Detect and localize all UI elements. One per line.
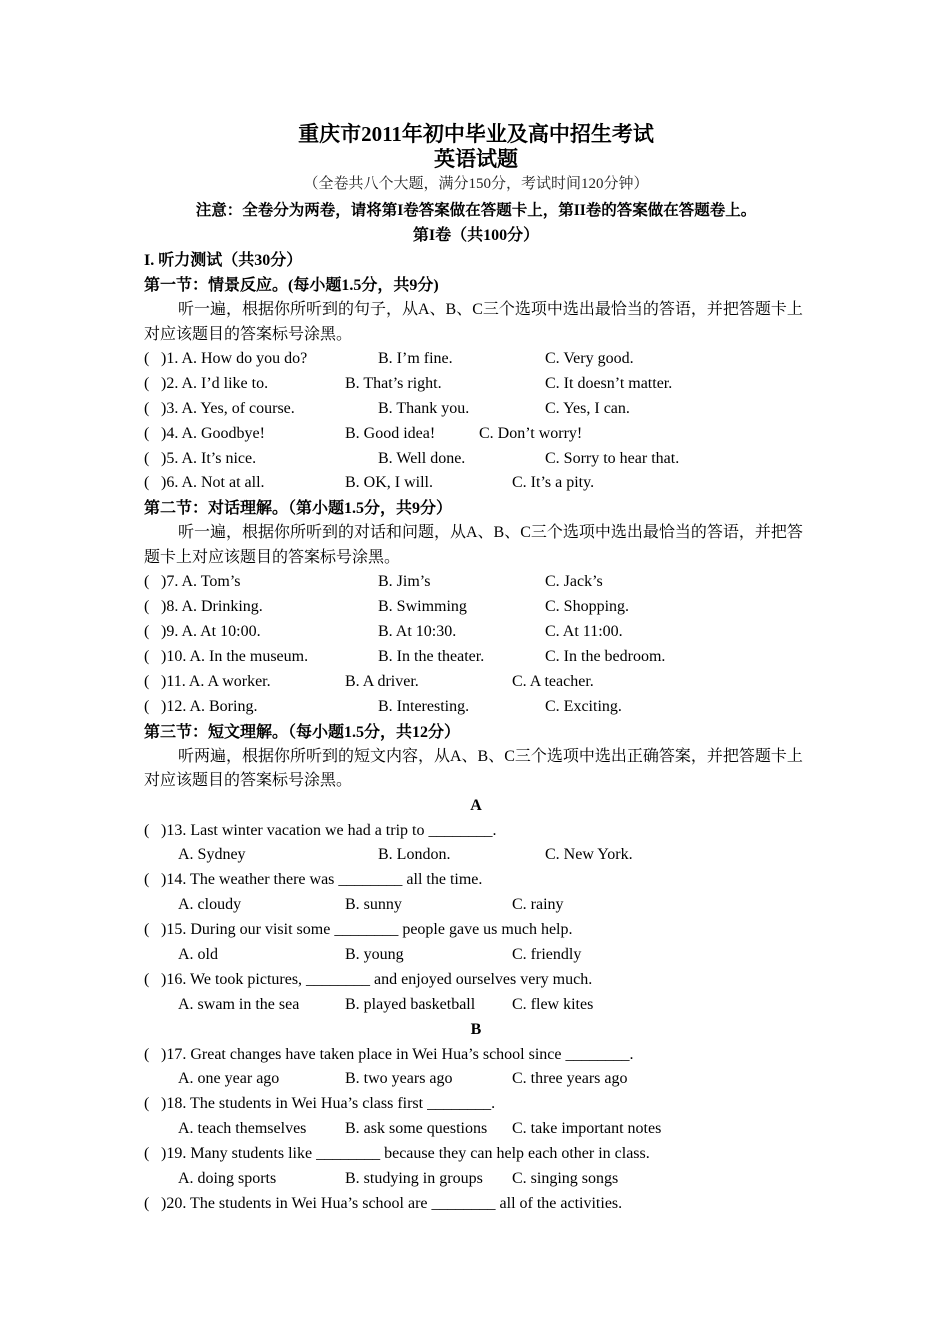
part2-instruction: 听一遍，根据你所听到的对话和问题，从A、B、C三个选项中选出最恰当的答语，并把答题卡上对应该题目的答案标号涂黑。: [144, 524, 803, 566]
option-b: B. played basketball: [345, 995, 476, 1013]
option-a: A. teach themselves: [178, 1120, 307, 1138]
option-c: C. Jack’s: [545, 573, 603, 591]
answer-bracket[interactable]: (: [144, 871, 150, 889]
question-text: )16. We took pictures, ________ and enjoyed ourselves very much.: [161, 970, 593, 988]
answer-bracket[interactable]: (: [144, 1194, 150, 1212]
option-c: C. three years ago: [512, 1070, 628, 1088]
question-row: [144, 447, 808, 472]
option-b: B. Jim’s: [378, 573, 431, 591]
option-c: C. Very good.: [545, 350, 634, 367]
option-b: B. London.: [378, 846, 451, 864]
answer-bracket[interactable]: (: [144, 623, 150, 641]
question-row: [144, 968, 808, 993]
answer-bracket[interactable]: (: [144, 399, 150, 417]
option-c: C. A teacher.: [512, 672, 594, 690]
question-row: [144, 1142, 808, 1167]
question-option-a: )2. A. I’d like to.: [161, 374, 269, 392]
answer-bracket[interactable]: (: [144, 350, 150, 367]
option-b: B. That’s right.: [345, 374, 442, 392]
question-option-a: )1. A. How do you do?: [161, 350, 308, 367]
part2-title: 第二节：对话理解。（第小题1.5分，共9分）: [144, 500, 453, 518]
exam-title: 重庆市2011年初中毕业及高中招生考试: [298, 122, 654, 146]
part3-title: 第三节：短文理解。（每小题1.5分，共12分）: [144, 723, 461, 741]
answer-bracket[interactable]: (: [144, 573, 150, 591]
answer-bracket[interactable]: (: [144, 1045, 150, 1063]
answer-bracket[interactable]: (: [144, 1095, 150, 1113]
option-a: A. Sydney: [178, 846, 246, 864]
answer-bracket[interactable]: (: [144, 697, 150, 715]
option-a: A. old: [178, 946, 218, 964]
option-c: C. Exciting.: [545, 697, 622, 715]
question-text: )18. The students in Wei Hua’s class first ________.: [161, 1095, 496, 1113]
option-b: B. young: [345, 946, 404, 964]
option-c: C. take important notes: [512, 1120, 662, 1138]
options-row: [144, 893, 808, 918]
question-row: [144, 570, 808, 595]
option-c: C. singing songs: [512, 1170, 619, 1188]
option-b: B. Thank you.: [378, 399, 470, 417]
answer-bracket[interactable]: (: [144, 921, 150, 939]
option-c: C. rainy: [512, 896, 564, 914]
exam-page: [144, 122, 808, 1217]
options-row: [144, 1067, 808, 1092]
question-option-a: )3. A. Yes, of course.: [161, 399, 295, 417]
option-b: B. ask some questions: [345, 1120, 488, 1138]
question-option-a: )11. A. A worker.: [161, 672, 271, 690]
option-c: C. In the bedroom.: [545, 648, 666, 666]
question-row: [144, 868, 808, 893]
answer-bracket[interactable]: (: [144, 672, 150, 690]
question-row: [144, 347, 808, 372]
question-option-a: )7. A. Tom’s: [161, 573, 241, 591]
answer-bracket[interactable]: (: [144, 474, 150, 492]
question-row: [144, 471, 808, 496]
question-option-a: )5. A. It’s nice.: [161, 449, 257, 467]
option-b: B. At 10:30.: [378, 623, 457, 641]
question-row: [144, 397, 808, 422]
option-a: A. swam in the sea: [178, 995, 300, 1013]
question-option-a: )12. A. Boring.: [161, 697, 258, 715]
question-text: )19. Many students like ________ because they can help each other in class.: [161, 1145, 650, 1163]
volume-heading: 第I卷（共100分）: [412, 227, 540, 244]
question-text: )15. During our visit some ________ people gave us much help.: [161, 921, 573, 939]
option-c: C. Don’t worry!: [479, 424, 583, 442]
question-row: [144, 1043, 808, 1068]
exam-note: 注意：全卷分为两卷，请将第I卷答案做在答题卡上，第II卷的答案做在答题卷上。: [195, 202, 757, 219]
option-b: B. Well done.: [378, 449, 466, 467]
question-text: )20. The students in Wei Hua’s school are ________ all of the activities.: [161, 1194, 623, 1212]
option-c: C. It doesn’t matter.: [545, 374, 673, 392]
option-b: B. Interesting.: [378, 697, 470, 715]
option-b: B. Good idea!: [345, 424, 436, 442]
question-row: [144, 1192, 808, 1217]
answer-bracket[interactable]: (: [144, 648, 150, 666]
options-row: [144, 993, 808, 1018]
answer-bracket[interactable]: (: [144, 821, 150, 839]
option-c: C. It’s a pity.: [512, 474, 595, 492]
exam-subject-title: 英语试题: [434, 147, 518, 171]
option-c: C. friendly: [512, 946, 582, 964]
passage-label-a: A: [470, 796, 482, 814]
question-row: [144, 918, 808, 943]
option-c: C. flew kites: [512, 995, 594, 1013]
options-row: [144, 843, 808, 868]
part3-instruction: 听两遍，根据你所听到的短文内容，从A、B、C三个选项中选出正确答案，并把答题卡上对应该题目的答案标号涂黑。: [144, 747, 803, 790]
option-b: B. OK, I will.: [345, 474, 433, 492]
option-c: C. At 11:00.: [545, 623, 623, 641]
question-option-a: )9. A. At 10:00.: [161, 623, 261, 641]
answer-bracket[interactable]: (: [144, 598, 150, 616]
question-text: )13. Last winter vacation we had a trip to ________.: [161, 821, 497, 839]
options-row: [144, 1117, 808, 1142]
option-c: C. New York.: [545, 846, 633, 864]
question-row: [144, 1092, 808, 1117]
exam-info: （全卷共八个大题，满分150分，考试时间120分钟）: [303, 176, 649, 192]
part1-title: 第一节：情景反应。(每小题1.5分，共9分): [144, 277, 439, 294]
question-row: [144, 695, 808, 720]
question-option-a: )4. A. Goodbye!: [161, 424, 265, 442]
answer-bracket[interactable]: (: [144, 970, 150, 988]
question-row: [144, 372, 808, 397]
answer-bracket[interactable]: (: [144, 424, 150, 442]
options-row: [144, 1167, 808, 1192]
question-row: [144, 595, 808, 620]
question-option-a: )8. A. Drinking.: [161, 598, 263, 616]
section-listening-title: I. 听力测试（共30分）: [144, 252, 303, 269]
option-a: A. cloudy: [178, 896, 242, 914]
option-b: B. studying in groups: [345, 1170, 483, 1188]
question-row: [144, 645, 808, 670]
option-b: B. In the theater.: [378, 648, 485, 666]
question-option-a: )10. A. In the museum.: [161, 648, 309, 666]
question-row: [144, 422, 808, 447]
option-b: B. two years ago: [345, 1070, 453, 1088]
part1-instruction: 听一遍，根据你所听到的句子，从A、B、C三个选项中选出最恰当的答语，并把答题卡上对应该题目的答案标号涂黑。: [144, 301, 803, 343]
answer-bracket[interactable]: (: [144, 374, 150, 392]
option-b: B. Swimming: [378, 598, 467, 616]
option-b: B. I’m fine.: [378, 350, 453, 367]
question-text: )17. Great changes have taken place in Wei Hua’s school since ________.: [161, 1045, 634, 1063]
option-b: B. sunny: [345, 896, 402, 914]
option-c: C. Sorry to hear that.: [545, 449, 680, 467]
option-a: A. one year ago: [178, 1070, 280, 1088]
answer-bracket[interactable]: (: [144, 449, 150, 467]
question-row: [144, 620, 808, 645]
answer-bracket[interactable]: (: [144, 1145, 150, 1163]
question-row: [144, 670, 808, 695]
option-c: C. Yes, I can.: [545, 399, 630, 417]
option-a: A. doing sports: [178, 1170, 277, 1188]
options-row: [144, 943, 808, 968]
question-text: )14. The weather there was ________ all the time.: [161, 871, 483, 889]
passage-label-b: B: [470, 1020, 482, 1038]
question-option-a: )6. A. Not at all.: [161, 474, 265, 492]
option-c: C. Shopping.: [545, 598, 630, 616]
option-b: B. A driver.: [345, 672, 419, 690]
question-row: [144, 819, 808, 844]
